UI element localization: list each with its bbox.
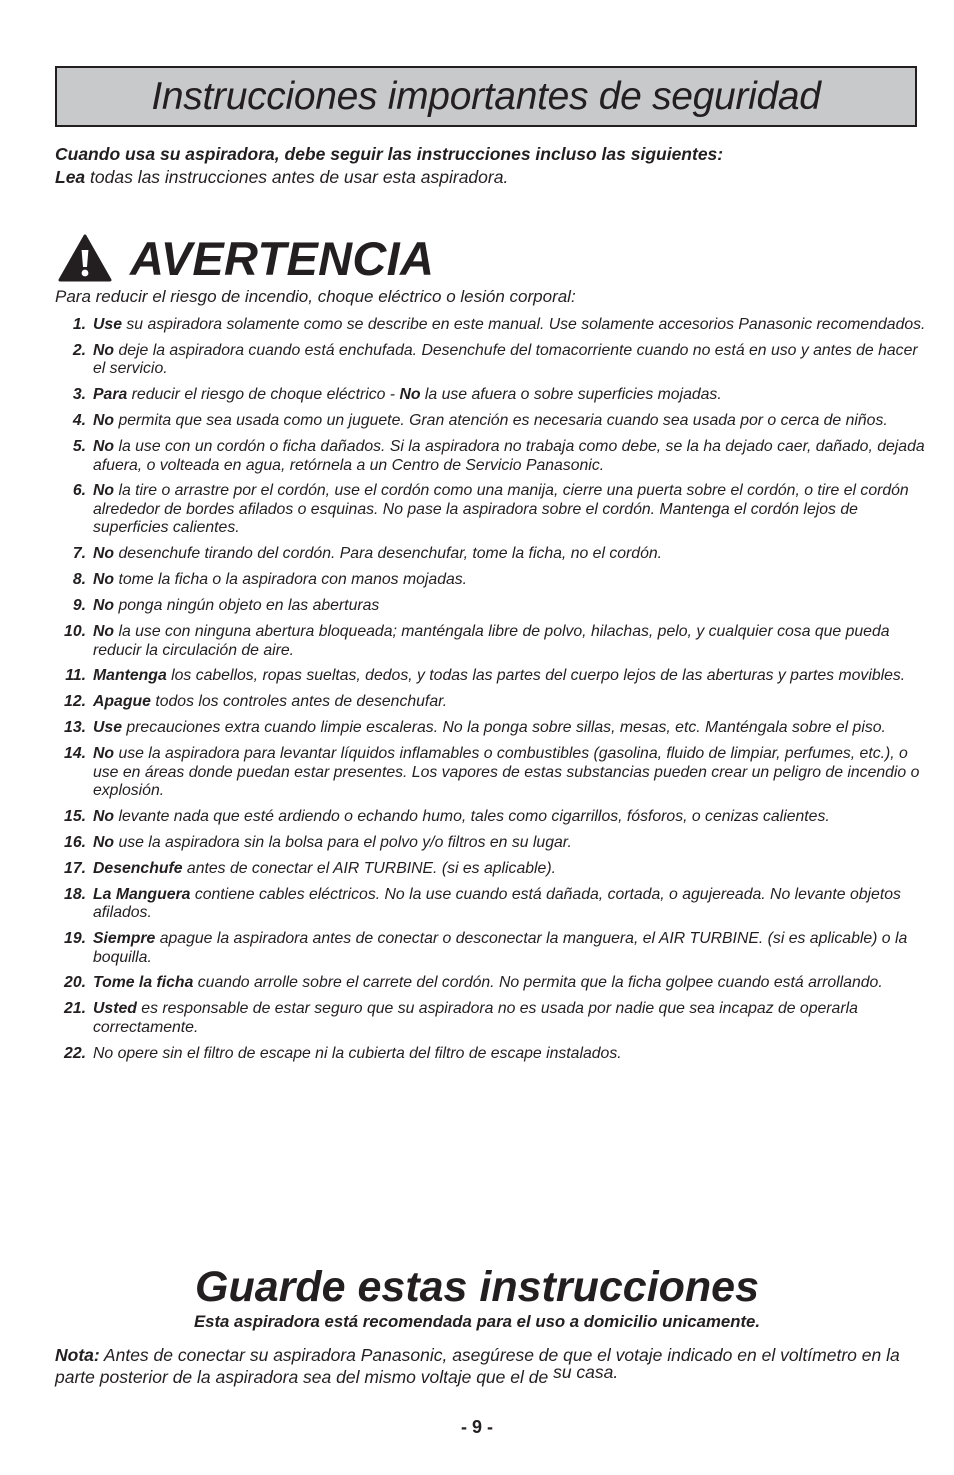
- page-title: Instrucciones importantes de seguridad: [151, 74, 821, 118]
- list-item-number: 9.: [72, 597, 86, 615]
- list-item-keyword: Apague: [93, 693, 151, 711]
- warning-title: AVERTENCIA: [130, 231, 435, 285]
- list-item-body: es responsable de estar seguro que su aspiradora no es usada por nadie que sea incapaz de operarla correctamente.: [93, 1000, 858, 1036]
- list-item-keyword: Siempre: [93, 930, 156, 948]
- list-item-number: 17.: [64, 859, 86, 877]
- list-item-keyword: Desenchufe: [93, 859, 183, 877]
- list-item-number: 14.: [64, 745, 86, 763]
- list-item-number: 2.: [72, 341, 86, 359]
- list-item-body: la use con un cordón o ficha dañados. Si la aspiradora no trabaja como debe, se la ha dejado caer, dañado, dejada afuera, o volteada en agua, retórnela a un Centro de Servicio Panasonic.: [93, 438, 925, 474]
- list-item: [55, 545, 927, 564]
- list-item: [55, 597, 927, 616]
- list-item-number: 16.: [64, 833, 86, 851]
- list-item: [55, 571, 927, 590]
- list-item-number: 3.: [72, 386, 86, 404]
- list-item: [55, 930, 927, 967]
- list-item: [55, 623, 927, 660]
- list-item-body: reducir el riesgo de choque eléctrico -: [127, 386, 400, 404]
- list-item-body: deje la aspiradora cuando está enchufada. Desenchufe del tomacorriente cuando no está en uso y antes de hacer el servicio.: [93, 341, 918, 378]
- list-item: [55, 482, 927, 538]
- list-item-body: levante nada que esté ardiendo o echando humo, tales como cigarrillos, fósforos, o cenizas calientes.: [114, 807, 830, 825]
- list-item-text: [93, 482, 927, 538]
- list-item: [55, 667, 927, 686]
- list-item-text: [93, 1000, 927, 1037]
- list-item-keyword: No: [93, 833, 115, 851]
- list-item-body: ponga ningún objeto en las aberturas: [114, 597, 380, 615]
- list-item-keyword: No: [93, 482, 115, 500]
- list-item-text: [93, 571, 927, 590]
- note-label: Nota:: [55, 1345, 100, 1365]
- list-item-keyword: Use: [93, 316, 122, 333]
- warning-intro: Para reducir el riesgo de incendio, choque eléctrico o lesión corporal:: [55, 287, 576, 306]
- list-item-body: cuando arrolle sobre el carrete del cordón. No permita que la ficha golpee cuando está arrollando.: [193, 974, 883, 992]
- list-item-text: [93, 386, 927, 405]
- list-item-text: [93, 974, 927, 993]
- list-item-number: 21.: [64, 1000, 86, 1018]
- list-item-keyword: Mantenga: [93, 667, 167, 685]
- list-item-number: 1.: [72, 316, 86, 333]
- list-item-number: 8.: [72, 571, 86, 589]
- list-item-body: la use con ninguna abertura bloqueada; manténgala libre de polvo, hilachas, pelo, y cualquier cosa que pueda reducir la circulación de aire.: [93, 623, 890, 659]
- list-item-keyword: No: [93, 597, 115, 615]
- list-item-number: 18.: [64, 885, 86, 903]
- list-item: [55, 745, 927, 801]
- list-item-body: contiene cables eléctricos. No la use cuando está dañada, cortada, o agujereada. No levante objetos afilados.: [93, 885, 901, 922]
- list-item-text: [93, 667, 927, 686]
- list-item: [55, 412, 927, 431]
- intro: [55, 143, 925, 189]
- list-item-text: [93, 597, 927, 616]
- list-item-keyword: No: [399, 386, 421, 404]
- list-item-keyword: No: [93, 341, 115, 359]
- list-item-keyword: No: [93, 545, 115, 563]
- safety-instructions-list: [55, 316, 927, 1071]
- list-item-keyword: No: [93, 807, 115, 825]
- list-item-text: [93, 834, 927, 853]
- list-item-number: 22.: [64, 1044, 86, 1062]
- page-number: - 9 -: [460, 1417, 493, 1437]
- list-item: [55, 974, 927, 993]
- list-item-number: 11.: [65, 667, 86, 685]
- list-item-text: [93, 1045, 927, 1064]
- list-item: [55, 316, 927, 335]
- list-item-text: [93, 316, 927, 335]
- list-item-body: apague la aspiradora antes de conectar o desconectar la manguera, el AIR TURBINE. (si es aplicable) o la boquilla.: [93, 930, 908, 966]
- list-item-text: [93, 719, 927, 738]
- intro-line-1: Cuando usa su aspiradora, debe seguir las instrucciones incluso las siguientes:: [55, 144, 724, 164]
- list-item-text: [93, 860, 927, 879]
- list-item: [55, 860, 927, 879]
- list-item-body: No opere sin el filtro de escape ni la cubierta del filtro de escape instalados.: [93, 1044, 622, 1062]
- list-item-body: use la aspiradora sin la bolsa para el polvo y/o filtros en su lugar.: [114, 833, 572, 851]
- list-item-text: [93, 693, 927, 712]
- list-item-keyword: No: [93, 438, 115, 456]
- intro-line-2-bold: Lea: [55, 167, 86, 187]
- list-item-body: permita que sea usada como un juguete. Gran atención es necesaria cuando sea usada por o cerca de niños.: [114, 412, 888, 430]
- list-item-text: [93, 623, 927, 660]
- list-item: [55, 438, 927, 475]
- list-item-number: 13.: [64, 719, 86, 737]
- list-item-number: 4.: [72, 412, 86, 430]
- list-item-body: use la aspiradora para levantar líquidos inflamables o combustibles (gasolina, fluido de limpiar, perfumes, etc.), o use en áreas donde puedan estar presentes. Los vapores de estas substancias pueden crear un peligro de incendio o explosión.: [93, 745, 920, 800]
- list-item-keyword: La Manguera: [93, 885, 191, 903]
- list-item-body: antes de conectar el AIR TURBINE. (si es aplicable).: [182, 859, 556, 877]
- list-item-body: todos los controles antes de desenchufar.: [150, 693, 448, 711]
- list-item-body: desenchufe tirando del cordón. Para desenchufar, tome la ficha, no el cordón.: [114, 545, 663, 563]
- list-item-number: 20.: [64, 974, 86, 992]
- list-item-body: la tire o arrastre por el cordón, use el cordón como una manija, cierre una puerta sobre el cordón, o tire el cordón alrededor de bordes afilados o esquinas. No pase la aspiradora sobre el cordón. Mantenga el cordón lejos de superficies calientes.: [93, 482, 909, 537]
- list-item-text: [93, 342, 927, 379]
- warning-triangle-icon: [58, 234, 112, 282]
- list-item: [55, 808, 927, 827]
- list-item-text: [93, 545, 927, 564]
- intro-line-2: [55, 166, 925, 189]
- warning-heading: [58, 232, 434, 284]
- list-item-keyword: Use: [93, 719, 122, 737]
- list-item-text: [93, 886, 927, 923]
- list-item-number: 5.: [72, 438, 86, 456]
- list-item-number: 6.: [72, 482, 86, 500]
- list-item-keyword: Usted: [93, 1000, 137, 1018]
- list-item-keyword: No: [93, 623, 115, 641]
- list-item: [55, 342, 927, 379]
- list-item-text: [93, 808, 927, 827]
- list-item-keyword: No: [93, 571, 115, 589]
- list-item-keyword: Para: [93, 386, 128, 404]
- note-text: Antes de conectar su aspiradora Panasonic, asegúrese de que el votaje indicado en el voltímetro en la parte posterior de la aspiradora sea del mismo voltaje que el de: [55, 1345, 900, 1387]
- list-item: [55, 886, 927, 923]
- list-item-body: su aspiradora solamente como se describe en este manual. Use solamente accesorios Panasonic recomendados.: [121, 316, 926, 333]
- list-item-body: la use afuera o sobre superficies mojadas.: [420, 386, 722, 404]
- list-item: [55, 1000, 927, 1037]
- list-item-keyword: No: [93, 745, 115, 763]
- list-item-number: 19.: [64, 930, 86, 948]
- voltage-note: [55, 1344, 925, 1388]
- list-item: [55, 386, 927, 405]
- save-instructions-title: Guarde estas instrucciones: [195, 1263, 759, 1311]
- list-item-body: los cabellos, ropas sueltas, dedos, y todas las partes del cuerpo lejos de las aberturas y partes movibles.: [166, 667, 906, 685]
- note-tail: su casa.: [553, 1362, 619, 1382]
- list-item-body: tome la ficha o la aspiradora con manos mojadas.: [114, 571, 468, 589]
- list-item: [55, 719, 927, 738]
- list-item-text: [93, 438, 927, 475]
- header-box: [55, 66, 917, 127]
- save-instructions-subtitle: Esta aspiradora está recomendada para el uso a domicilio unicamente.: [193, 1312, 761, 1331]
- list-item-number: 7.: [72, 545, 86, 563]
- list-item-number: 15.: [64, 807, 86, 825]
- list-item: [55, 1045, 927, 1064]
- intro-line-2-text: todas las instrucciones antes de usar esta aspiradora.: [85, 167, 509, 187]
- list-item: [55, 834, 927, 853]
- list-item-keyword: No: [93, 412, 115, 430]
- list-item-number: 10.: [64, 623, 86, 641]
- list-item-text: [93, 412, 927, 431]
- list-item-text: [93, 930, 927, 967]
- list-item-text: [93, 745, 927, 801]
- list-item-body: precauciones extra cuando limpie escaleras. No la ponga sobre sillas, mesas, etc. Manténgala sobre el piso.: [121, 719, 886, 737]
- list-item-number: 12.: [64, 693, 86, 711]
- list-item: [55, 693, 927, 712]
- list-item-keyword: Tome la ficha: [93, 974, 194, 992]
